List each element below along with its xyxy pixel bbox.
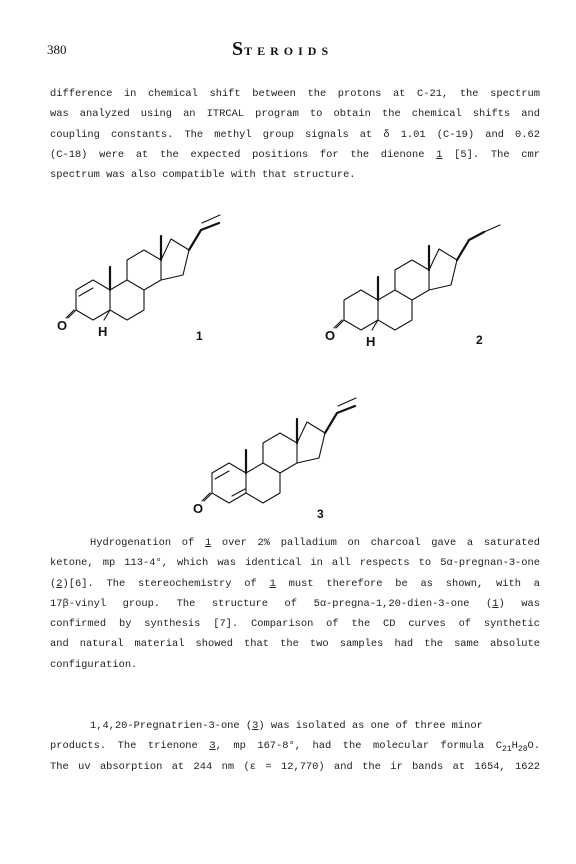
formula-subscript: 28 bbox=[517, 745, 528, 755]
compound-label-1: 1 bbox=[196, 329, 203, 343]
text-line: The uv absorption at 244 nm (ε = 12,770) and the ir bands at 1654, 1622 bbox=[50, 760, 540, 773]
text-line: (C-18) were at the expected positions for the dienone 1 [5]. The cmr bbox=[50, 148, 541, 161]
oxygen-atom-2: O bbox=[325, 328, 336, 343]
text-line: (2)[6]. The stereochemistry of 1 must therefore be as shown, with a bbox=[50, 577, 540, 590]
text-line: Hydrogenation of 1 over 2% palladium on charcoal gave a saturated bbox=[90, 537, 540, 549]
text-line: products. The trienone 3, mp 167-8°, had the molecular formula $C_{21}H_{28}O$. bbox=[50, 740, 540, 755]
paragraph-trienone bbox=[50, 716, 540, 777]
compound-3-structure bbox=[202, 398, 356, 503]
compound-ref: 2 bbox=[56, 577, 63, 590]
text-line: spectrum was also compatible with that structure. bbox=[50, 169, 356, 182]
paragraph-hydrogenation bbox=[50, 533, 540, 675]
compound-2-structure bbox=[334, 225, 500, 330]
journal-name-rest: TEROIDS bbox=[244, 44, 334, 58]
compound-1-structure bbox=[66, 215, 220, 320]
compound-label-2: 2 bbox=[476, 333, 483, 347]
compound-ref: 3 bbox=[252, 720, 259, 732]
oxygen-atom-1: O bbox=[57, 318, 68, 333]
page-number: 380 bbox=[47, 42, 67, 57]
compound-ref: 1 bbox=[436, 148, 443, 161]
text-line: configuration. bbox=[50, 658, 138, 671]
formula-subscript: 21 bbox=[502, 745, 512, 755]
text-line: difference in chemical shift between the protons at C-21, the spectrum bbox=[50, 88, 540, 100]
text-line: confirmed by synthesis [7]. Comparison of the CD curves of synthetic bbox=[50, 618, 540, 631]
text-line: ketone, mp 113-4°, which was identical in all respects to 5α-pregnan-3-one bbox=[50, 557, 540, 570]
text-line: was analyzed using an ITRCAL program to obtain the chemical shifts and bbox=[50, 108, 540, 121]
compound-ref: 1 bbox=[492, 597, 499, 610]
compound-ref: 1 bbox=[269, 577, 276, 590]
text-line: and natural material showed that the two samples had the same absolute bbox=[50, 638, 540, 651]
text-line: 1,4,20-Pregnatrien-3-one (3) was isolated as one of three minor bbox=[90, 720, 483, 732]
text-line: 17β-vinyl group. The structure of 5α-pregna-1,20-dien-3-one (1) was bbox=[50, 597, 540, 610]
compound-label-3: 3 bbox=[317, 507, 324, 521]
journal-name-initial: S bbox=[232, 38, 245, 60]
compound-ref: 3 bbox=[209, 740, 216, 753]
hydrogen-atom-1: H bbox=[98, 324, 108, 339]
hydrogen-atom-2: H bbox=[366, 334, 376, 349]
compound-ref: 1 bbox=[204, 537, 212, 549]
text-line: coupling constants. The methyl group signals at δ 1.01 (C-19) and 0.62 bbox=[50, 128, 540, 141]
oxygen-atom-3: O bbox=[193, 501, 204, 516]
